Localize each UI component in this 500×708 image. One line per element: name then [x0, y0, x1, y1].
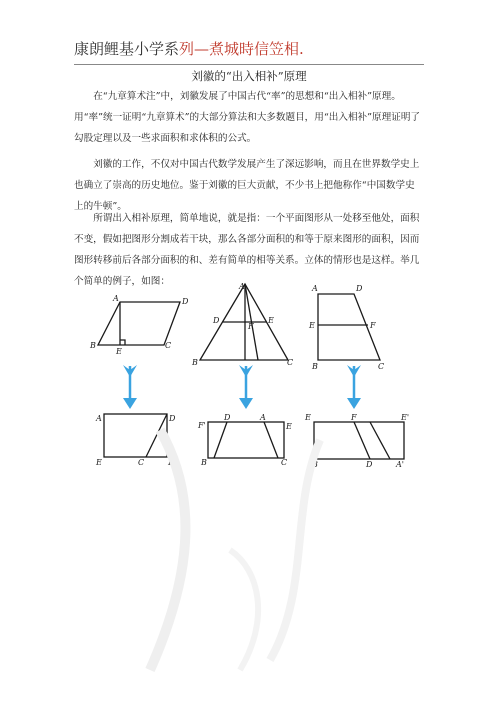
page-title: 刘徽的“出入相补”原理: [191, 69, 307, 83]
right-angle-mark: [120, 340, 125, 345]
label-E-3: E: [309, 321, 315, 330]
label-C-1b: C: [138, 458, 145, 467]
label-Ap-3b: A': [396, 460, 404, 469]
label-A-2b: A: [260, 413, 266, 422]
label-D-1: D: [182, 297, 189, 306]
label-D-1b: D: [169, 414, 176, 423]
label-A-1b: A: [96, 414, 102, 423]
label-A-2: A: [239, 282, 245, 291]
label-Fp-2b: F': [198, 421, 206, 430]
label-E-1b: E: [96, 458, 102, 467]
label-C-1: C: [165, 341, 172, 350]
label-F-2: F: [248, 322, 254, 331]
label-E-2: E: [268, 316, 274, 325]
document-header: [74, 38, 304, 59]
label-F-3b: F: [351, 413, 357, 422]
label-D-3: D: [356, 284, 363, 293]
label-E-3b: E: [305, 413, 311, 422]
label-A-1: A: [113, 294, 119, 303]
label-A-3: A: [312, 284, 318, 293]
header-text-dark: 康朗鲤基小学系: [74, 40, 180, 58]
header-rule: [74, 64, 424, 65]
down-arrow-1-head: [123, 398, 137, 409]
paragraph-2: 刘徽的工作，不仅对中国古代数学发展产生了深远影响，而且在世界数学史上也确立了崇高的历史地位。鉴于刘徽的巨大贡献，不少书上把他称作“中国数学史上的牛顿”。: [74, 159, 420, 212]
down-arrow-3-head: [347, 398, 361, 409]
label-Ep-3b: E': [401, 413, 410, 422]
cut-line-3b: [370, 422, 390, 459]
label-F-3: F: [370, 321, 376, 330]
label-C-2b: C: [281, 458, 288, 467]
label-B-2: B: [192, 358, 198, 367]
label-D-2: D: [213, 316, 220, 325]
label-B-1: B: [90, 341, 96, 350]
header-text-red: 列—煮城時信笠相.: [179, 40, 304, 58]
label-D-2b: D: [224, 413, 231, 422]
parallelogram-shape: [98, 302, 180, 345]
label-Bp-1b: B': [168, 458, 177, 467]
down-arrow-2-head: [239, 398, 253, 409]
label-D-3b: D: [366, 460, 373, 469]
watermark-graphic: [120, 420, 360, 680]
paragraph-1: 在“九章算术注”中，刘徽发展了中国古代“率”的思想和“出入相补”原理。用“率”统一证明“九章算术”的大部分算法和大多数题目，用“出入相补”原理证明了勾股定理以及一些求面积和求体积的公式。: [74, 91, 421, 144]
label-E-2b: E: [286, 422, 292, 431]
label-B-2b: B: [201, 458, 207, 467]
label-C-2: C: [287, 358, 294, 367]
label-E-1: E: [116, 347, 122, 356]
label-B-3b: B: [312, 460, 318, 469]
paragraph-3: 所谓出入相补原理，简单地说，就是指：一个平面图形从一处移至他处，面积不变，假如把图形分割成若干块，那么各部分面积的和等于原来图形的面积，因而图形转移前后各部分面积的和、差有简单的相等关系。立体的情形也是这样。举几个简单的例子，如图：: [74, 213, 420, 287]
label-B-3: B: [312, 362, 318, 371]
label-C-3: C: [378, 362, 385, 371]
